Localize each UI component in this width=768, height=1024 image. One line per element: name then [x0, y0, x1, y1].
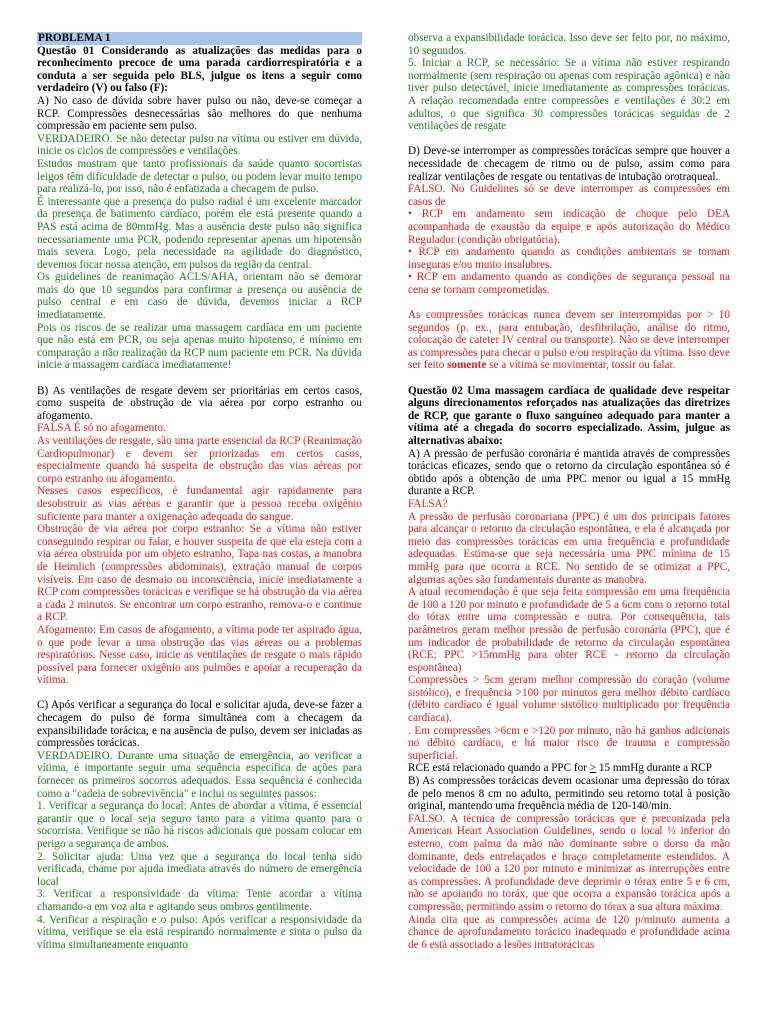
paragraph-q1-c-ans1: VERDADEIRO. Durante uma situação de emergência, ao verificar a vítima, é importante seguir uma sequência específica de ações para fornecer os primeiros socorros adequados. Essa sequência é conhecida como a "cadeia de sobrevivência" e inclui os seguintes passos:	[37, 749, 362, 800]
paragraph-q1-c: C) Após verificar a segurança do local e solicitar ajuda, deve-se fazer a checagem do pulso de forma simultânea com a checagem da expansibilidade torácica, e na ausência de pulso, devem ser iniciadas as compressões torácicas.	[37, 699, 362, 750]
paragraph-q1-b: B) As ventilações de resgate devem ser prioritárias em certos casos, como suspeita de obstrução de via aérea por corpo estranho ou afogamento.	[37, 384, 362, 422]
paragraph-q1-title: Questão 01 Considerando as atualizações das medidas para o reconhecimento precoce de uma parada cardiorrespiratória e a conduta a ser seguida pelo BLS, julgue os itens a seguir como verdadeiro (V) ou falso (F):	[37, 44, 362, 95]
paragraph-gap	[37, 372, 362, 385]
paragraph-q2-a-ans4: Compressões > 5cm geram melhor compressão do coração (volume sistólico), e frequência >100 por minutos gera melhor débito cardíaco (débito cardíaco é igual volume sistólico multiplicado por frequência cardíaca).	[408, 674, 730, 725]
paragraph-q1-c-s2: 2. Solicitar ajuda: Uma vez que a segurança do local tenha sido verificada, chame por ajuda imediata através do número de emergência local	[37, 850, 362, 888]
paragraph-q1-d-ans2: • RCP em andamento sem indicação de choque pelo DEA acompanhada de exaustão da equipe e após autorização do Médico Regulador (condição obrigatória).	[408, 208, 730, 246]
paragraph-q1-a: A) No caso de dúvida sobre haver pulso ou não, deve-se começar a RCP. Compressões desnecessárias são melhores do que nenhuma compressão em paciente sem pulso.	[37, 94, 362, 133]
paragraph-q2-b: B) As compressões torácicas devem ocasionar uma depressão do tórax de pelo menos 8 cm no adulto, permitindo seu retorno total à posição original, mantendo uma frequência média de 120-140/min.	[408, 775, 730, 813]
left-column	[37, 32, 362, 951]
right-paragraphs	[408, 32, 730, 951]
right-column	[408, 32, 730, 951]
paragraph-q1-c-s3: 3. Verificar a responsividade da vítima: Tente acordar a vítima chamando-a em voz alta e agitando seus ombros gentilmente.	[37, 888, 362, 913]
paragraph-q2-b-ans2: Ainda cita que as compressões acima de 120 p/minuto aumenta a chance de aprofundamento torácico inadequado e profundidade acima de 6 está associado a lesões intratorácicas	[408, 913, 730, 951]
paragraph-q1-c-s5: 5. Iniciar a RCP, se necessário: Se a vítima não estiver respirando normalmente (sem respiração ou apenas com respiração agônica) e não tiver pulso detectável, inicie imediatamente as compressões torácicas. A relação recomendada entre compressões e ventilações é 30:2 em adultos, o que significa 30 compressões torácicas seguidas de 2 ventilações de resgate	[408, 57, 730, 133]
left-paragraphs	[37, 45, 362, 952]
paragraph-q1-a-ans5: Pois os riscos de se realizar uma massagem cardíaca em um paciente que não está em PCR, ou seja apenas muito hipotenso, é mínimo em comparação a não realização da RCP num paciente em PCR. Na dúvida inicie a massagem cardíaca imediatamente!	[37, 321, 362, 372]
paragraph-q1-d: D) Deve-se interromper as compressões torácicas sempre que houver a necessidade de checagem de ritmo ou de pulso, assim como para realizar ventilações de resgate ou tentativas de intubação orotraqueal.	[408, 145, 730, 183]
paragraph-q1-d-ans5: As compressões torácicas nunca devem ser interrompidas por > 10 segundos (p. ex., para entubação, desfibrilação, análise do ritmo, colocação de cateter IV central ou transporte). Não se deve interromper as compressões para checar o pulso e/ou respiração da vítima. Isso deve ser feito somente se a vítima se movimentar, tossir ou falar.	[408, 309, 730, 372]
paragraph-q1-c-s4: 4. Verificar a respiração e o pulso: Após verificar a responsividade da vítima, verifique se ela está respirando normalmente e sinta o pulso da vítima simultaneamente enquanto	[37, 913, 362, 951]
paragraph-q1-c-s1: 1. Verificar a segurança do local: Antes de abordar a vítima, é essencial garantir que o local seja seguro tanto para a vítima quanto para o socorrista. Verifique se não há riscos adicionais que possam colocar em perigo a segurança de ambos.	[37, 800, 362, 850]
paragraph-q1-b-ans1: FALSA É só no afogamento.	[37, 422, 166, 435]
paragraph-q2-title: Questão 02 Uma massagem cardíaca de qualidade deve respeitar alguns direcionamentos reforçados nas atualizações das diretrizes de RCP, que garante o fluxo sanguíneo adequado para manter a vítima até a chegada do socorro especializado. Assim, julgue as alternativas abaixo:	[408, 384, 730, 447]
paragraph-q2-b-ans1: FALSO. A técnica de compressão torácicas que é preconizada pela American Heart Association Guidelines, sendo o local ½ inferior do esterno, com palma da mão não dominante sobre o dorso da mão dominante, deds entrelaçados e braço completamente estendidos. A velocidade de 100 a 120 por minuto e minimizar as interrupções entre as compressões. A profundidade deve deprimir o tórax entre 5 e 6 cm, não se apoiando no toráx, que que ocorra a expansão torácica após a compressão, permitindo assim o retorno do tórax a sua altura máxima.	[408, 812, 730, 913]
paragraph-q1-a-ans3: É interessante que a presença do pulso radial é um excelente marcador da presença de batimento cardíaco, porém ele está presente quando a PAS está acima de 80mmHg. Mas a ausência deste pulso não significa necessariamente uma PCR, podendo representar apenas um hipotensão mais severa. Logo, pela necessidade na agilidade do diagnóstico, devemos focar nossa atenção, em pulsos da região da central.	[37, 195, 362, 271]
paragraph-q1-b-ans2: As ventilações de resgate, são uma parte essencial da RCP (Reanimação Cardiopulmonar) e devem ser priorizadas em certos casos, especialmente quando há suspeita de obstrução das vias aéreas por corpo estranho ou afogamento.	[37, 435, 362, 485]
paragraph-q2-a-ans2: A pressão de perfusão coronariana (PPC) é um dos principais fatores para alcançar o retorno da circulação espontânea, e ela é alcançada por meio das compressões torácicas em uma frequência e profundidade adequadas. Estima-se que seja necessária uma PPC mínima de 15 mmHg para que ocorra a RCE. No sentido de se otimizar a PPC, algumas ações são fundamentais durante as manobra.	[408, 510, 730, 586]
paragraph-gap	[408, 296, 730, 309]
paragraph-q1-d-ans1: FALSO. No Guidelines só se deve interromper as compressões em casos de	[408, 183, 730, 208]
paragraph-q1-b-ans3: Nesses casos específicos, é fundamental agir rapidamente para desobstruir as vias aéreas e garantir que a pessoa receba oxigênio suficiente para manter a oxigenação adequada do sangue.	[37, 485, 362, 523]
paragraph-q2-a-ans1: FALSA?	[408, 497, 448, 510]
problem-header: PROBLEMA 1	[37, 32, 362, 45]
paragraph-q1-c-s4b: observa a expansibilidade torácica. Isso deve ser feito por, no máximo, 10 segundos.	[408, 32, 730, 57]
paragraph-q1-b-ans4: Obstrução de via aérea por corpo estranho: Se a vítima não estiver conseguindo respirar ou falar, e houver suspeita de que ela esteja com a via aérea obstruída por um objeto estranho, Tapa nas costas, a manobra de Heimlich (compressões abdominais), extração manual de corpos visíveis. Em caso de desmaio ou inconsciência, inicie imediatamente a RCP com compressões torácicas e verifique se há obstrução da via aérea a cada 2 minutos. Se encontrar um corpo estranho, remova-o e continue a RCP.	[37, 523, 362, 624]
paragraph-gap	[408, 372, 730, 385]
paragraph-q2-a: A) A pressão de perfusão coronária é mantida através de compressões torácicas eficazes, sendo que o retorno da circulação espontânea só é obtido após a obtenção de uma PPC menor ou igual a 15 mmHg durante a RCP.	[408, 447, 730, 498]
paragraph-q1-d-ans4: • RCP em andamento quando as condições de segurança pessoal na cena se tornam comprometidas.	[408, 271, 730, 296]
paragraph-q1-a-ans4: Os guidelines de reanimação ACLS/AHA, orientam não se demorar mais do que 10 segundos para confirmar a presença ou ausência de pulso central e em caso de dúvida, devemos iniciar a RCP imediatamente.	[37, 271, 362, 322]
paragraph-gap	[408, 133, 730, 146]
paragraph-gap	[37, 687, 362, 700]
paragraph-q2-a-ans5: . Em compressões >6cm e >120 por minuto, não há ganhos adicionais no débito cardíaco, e há maior risco de trauma e compressão superficial.	[408, 724, 730, 762]
paragraph-q1-a-ans2: Estudos mostram que tanto profissionais da saúde quanto socorristas leigos têm dificuldade de detectar o pulso, ou podem levar muito tempo para realizá-lo, por isso, não é enfatizada a checagem de pulso.	[37, 157, 362, 196]
paragraph-q1-a-ans1: VERDADEIRO. Se não detectar pulso na vítima ou estiver em dúvida, inicie os ciclos de compressões e ventilações.	[37, 132, 362, 158]
paragraph-q2-a-ans3: A atual recomendação é que seja feita compressão em uma frequência de 100 a 120 por minuto e profundidade de 5 a 6cm com o retorno total do tórax entre uma compressão e outra. Por consequência, tais parâmetros geram melhor pressão de perfusão coronária (PPC), que é um indicador de probabilidade de retorno da circulação espontânea (RCE; PPC >15mmHg para obter RCE - retorno da circulação espontânea)	[408, 586, 730, 674]
paragraph-q1-d-ans3: • RCP em andamento quando as condições ambientais se tornam inseguras e/ou muito insalubres.	[408, 246, 730, 271]
paragraph-q1-b-ans5: Afogamento: Em casos de afogamento, a vítima pode ter aspirado água, o que pode levar a uma obstrução das vias aéreas ou a problemas respiratórios. Nesse caso, inicie as ventilações de resgate o mais rápido possível para fornecer oxigênio aos pulmões e apoiar a recuperação da vítima.	[37, 623, 362, 687]
paragraph-q2-a-ans6: RCE está relacionado quando a PPC for > 15 mmHg durante a RCP	[408, 762, 712, 775]
